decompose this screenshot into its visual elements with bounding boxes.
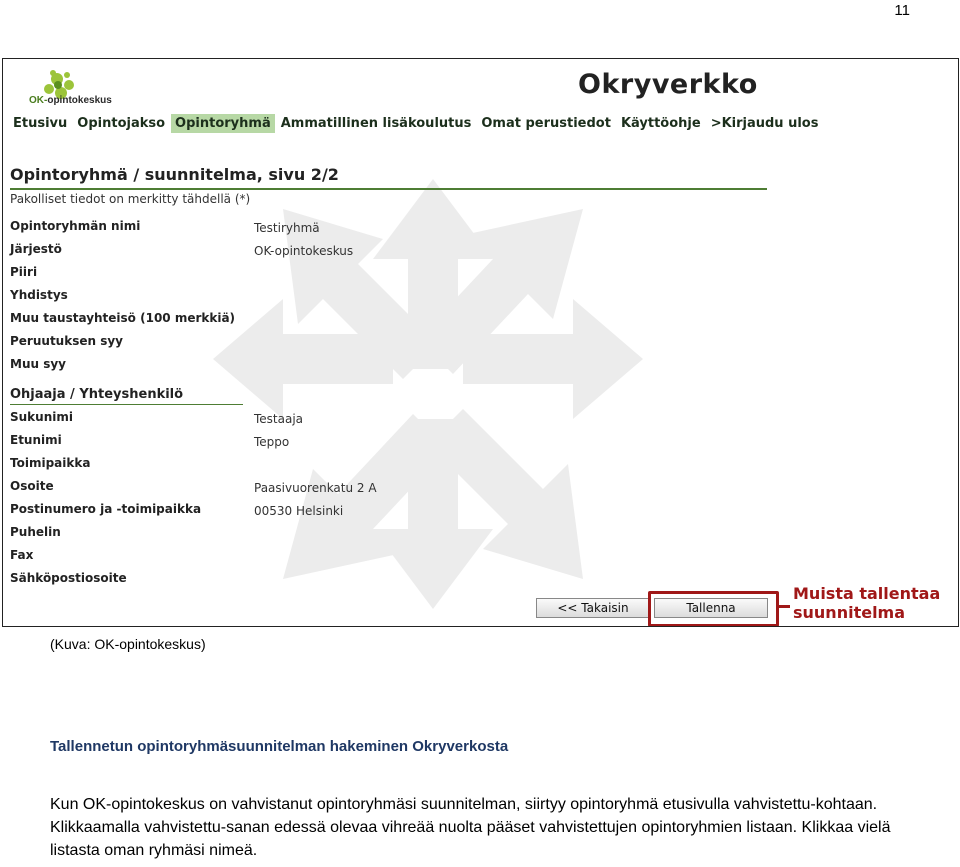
nav-item-ammatillinen[interactable]: Ammatillinen lisäkoulutus <box>280 116 472 131</box>
section-heading: Tallennetun opintoryhmäsuunnitelman hakeminen Okryverkosta <box>50 738 509 755</box>
field-label-osoite: Osoite <box>10 479 54 493</box>
brand-title: Okryverkko <box>578 69 758 100</box>
nav-item-opintoryhma[interactable]: Opintoryhmä <box>171 114 275 133</box>
field-label-fax: Fax <box>10 548 34 562</box>
page-number: 11 <box>894 2 910 19</box>
field-label-piiri: Piiri <box>10 265 38 279</box>
save-highlight-box <box>648 591 779 627</box>
field-label-peruutuksen-syy: Peruutuksen syy <box>10 334 123 348</box>
reminder-line-1: Muista tallentaa <box>793 584 941 603</box>
contact-section-heading: Ohjaaja / Yhteyshenkilö <box>10 387 184 402</box>
field-value-etunimi: Teppo <box>254 435 290 449</box>
nav-item-omat-perustiedot[interactable]: Omat perustiedot <box>481 116 611 131</box>
field-label-etunimi: Etunimi <box>10 433 62 447</box>
screenshot-frame <box>2 58 959 627</box>
required-note: Pakolliset tiedot on merkitty tähdellä (*) <box>10 192 251 206</box>
field-value-jarjesto: OK-opintokeskus <box>254 244 354 258</box>
field-value-osoite: Paasivuorenkatu 2 A <box>254 481 377 495</box>
field-label-puhelin: Puhelin <box>10 525 61 539</box>
figure-caption: (Kuva: OK-opintokeskus) <box>50 636 206 652</box>
field-label-sukunimi: Sukunimi <box>10 410 73 424</box>
nav-item-kayttoohje[interactable]: Käyttöohje <box>620 116 701 131</box>
field-label-toimipaikka: Toimipaikka <box>10 456 91 470</box>
page-title: Opintoryhmä / suunnitelma, sivu 2/2 <box>10 165 339 184</box>
field-label-muu-syy: Muu syy <box>10 357 66 371</box>
reminder-line-2: suunnitelma <box>793 603 906 622</box>
watermark-arrows-graphic <box>193 169 673 619</box>
field-label-ryhman-nimi: Opintoryhmän nimi <box>10 219 141 233</box>
highlight-connector <box>776 605 790 608</box>
main-nav <box>9 114 824 133</box>
nav-item-etusivu[interactable]: Etusivu <box>13 116 68 131</box>
field-value-ryhman-nimi: Testiryhmä <box>254 221 320 235</box>
field-value-postinumero: 00530 Helsinki <box>254 504 344 518</box>
save-button[interactable]: Tallenna <box>654 598 768 618</box>
field-label-postinumero: Postinumero ja -toimipaikka <box>10 502 202 516</box>
title-divider <box>10 188 767 190</box>
contact-section-divider <box>10 404 243 405</box>
nav-item-opintojakso[interactable]: Opintojakso <box>77 116 166 131</box>
field-label-yhdistys: Yhdistys <box>10 288 68 302</box>
field-label-jarjesto: Järjestö <box>10 242 62 256</box>
back-button[interactable]: << Takaisin <box>536 598 650 618</box>
field-label-muu-taustayhteiso: Muu taustayhteisö (100 merkkiä) <box>10 311 236 325</box>
nav-item-kirjaudu-ulos[interactable]: >Kirjaudu ulos <box>710 116 819 131</box>
field-label-sahkoposti: Sähköpostiosoite <box>10 571 127 585</box>
save-reminder-callout <box>793 584 940 622</box>
body-paragraph: Kun OK-opintokeskus on vahvistanut opintoryhmäsi suunnitelman, siirtyy opintoryhmä etusivulla vahvistettu-kohtaan. Klikkaamalla vahvistettu-sanan edessä olevaa vihreää nuolta pääset vahvistettujen opintoryhmien listaan. Klikkaa vielä listasta oman ryhmäsi nimeä. <box>50 796 891 859</box>
logo-text: OK-opintokeskus <box>29 95 112 106</box>
field-value-sukunimi: Testaaja <box>254 412 304 426</box>
